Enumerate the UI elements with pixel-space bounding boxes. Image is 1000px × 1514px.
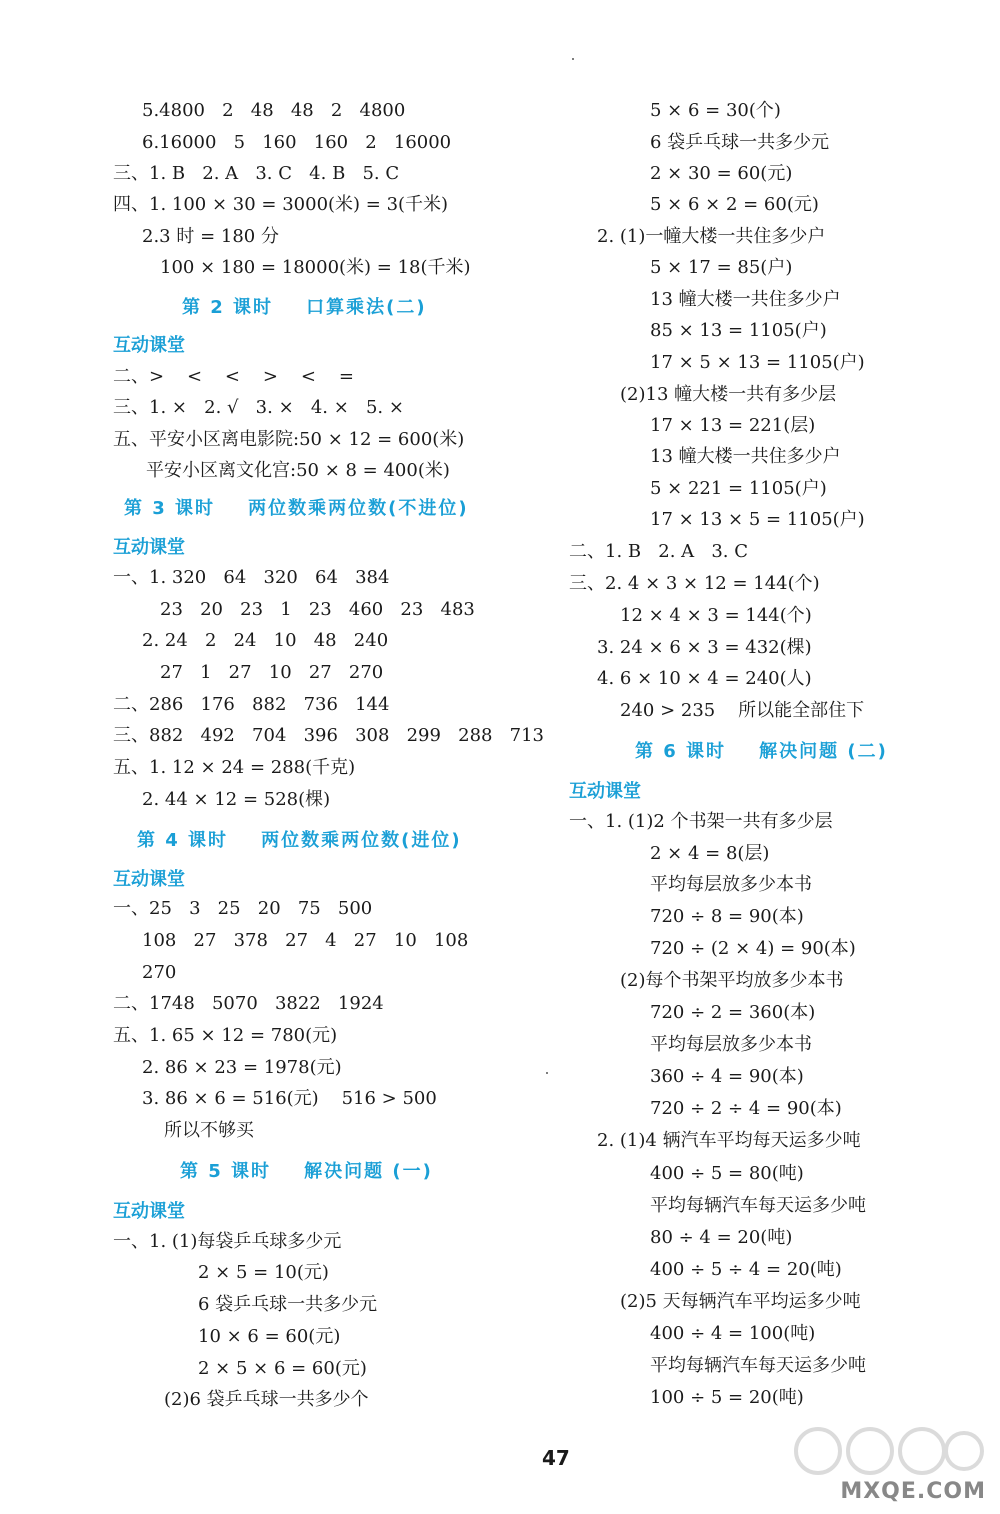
- answer-line: 2.3 时 = 180 分: [142, 226, 279, 247]
- answer-line: (2)每个书架平均放多少本书: [620, 970, 844, 991]
- answer-line: 2. 86 × 23 = 1978(元): [142, 1057, 342, 1078]
- answer-line: 平均每辆汽车每天运多少吨: [650, 1355, 866, 1376]
- section-heading: 第 2 课时 口算乘法(二): [182, 297, 427, 318]
- section-heading: 第 5 课时 解决问题 (一): [180, 1161, 433, 1182]
- answer-line: 一、25 3 25 20 75 500: [113, 898, 373, 919]
- answer-line: 平均每辆汽车每天运多少吨: [650, 1195, 866, 1216]
- answer-line: 6 袋乒乓球一共多少元: [650, 132, 830, 153]
- watermark-text: MXQE.COM: [840, 1479, 986, 1504]
- answer-line: 13 幢大楼一共住多少户: [650, 446, 841, 467]
- subsection-heading: 互动课堂: [113, 335, 185, 356]
- answer-line: 2 × 5 × 6 = 60(元): [198, 1358, 367, 1379]
- answer-line: 2 × 5 = 10(元): [198, 1262, 329, 1283]
- subsection-heading: 互动课堂: [113, 1201, 185, 1222]
- answer-line: (2)5 天每辆汽车平均运多少吨: [620, 1291, 861, 1312]
- answer-line: 三、1. B 2. A 3. C 4. B 5. C: [113, 163, 400, 184]
- answer-line: 一、1. (1)2 个书架一共有多少层: [569, 811, 833, 832]
- answer-line: 27 1 27 10 27 270: [160, 662, 384, 683]
- answer-line: 一、1. 320 64 320 64 384: [113, 567, 390, 588]
- answer-line: 五、1. 12 × 24 = 288(千克): [113, 757, 356, 778]
- answer-line: 10 × 6 = 60(元): [198, 1326, 341, 1347]
- answer-line: 2. 24 2 24 10 48 240: [142, 630, 389, 651]
- answer-line: 360 ÷ 4 = 90(本): [650, 1066, 804, 1087]
- answer-line: 所以不够买: [164, 1120, 254, 1141]
- speck-dot: [572, 58, 574, 60]
- answer-line: (2)13 幢大楼一共有多少层: [620, 384, 837, 405]
- answer-line: 二、1748 5070 3822 1924: [113, 993, 384, 1014]
- answer-line: 5 × 221 = 1105(户): [650, 478, 827, 499]
- answer-line: 2 × 4 = 8(层): [650, 843, 770, 864]
- answer-line: 720 ÷ 8 = 90(本): [650, 906, 804, 927]
- answer-line: 240 > 235 所以能全部住下: [620, 700, 865, 721]
- answer-line: 4. 6 × 10 × 4 = 240(人): [597, 668, 812, 689]
- section-heading: 第 6 课时 解决问题 (二): [635, 741, 888, 762]
- section-heading: 第 4 课时 两位数乘两位数(进位): [137, 830, 462, 851]
- answer-line: 85 × 13 = 1105(户): [650, 320, 827, 341]
- answer-line: 13 幢大楼一共住多少户: [650, 289, 841, 310]
- answer-line: 5 × 6 × 2 = 60(元): [650, 194, 819, 215]
- answer-line: 五、平安小区离电影院:50 × 12 = 600(米): [113, 429, 465, 450]
- answer-line: 17 × 5 × 13 = 1105(户): [650, 352, 865, 373]
- answer-line: 2 × 30 = 60(元): [650, 163, 793, 184]
- subsection-heading: 互动课堂: [113, 537, 185, 558]
- answer-line: 5 × 6 = 30(个): [650, 100, 781, 121]
- answer-line: 2. 44 × 12 = 528(棵): [142, 789, 331, 810]
- subsection-heading: 互动课堂: [113, 869, 185, 890]
- answer-line: 5 × 17 = 85(户): [650, 257, 793, 278]
- answer-line: 100 ÷ 5 = 20(吨): [650, 1387, 804, 1408]
- answer-line: 108 27 378 27 4 27 10 108: [142, 930, 469, 951]
- section-heading: 第 3 课时 两位数乘两位数(不进位): [124, 498, 469, 519]
- answer-line: 2. (1)一幢大楼一共住多少户: [597, 226, 826, 247]
- answer-line: 720 ÷ (2 × 4) = 90(本): [650, 938, 856, 959]
- answer-line: 三、1. × 2. √ 3. × 4. × 5. ×: [113, 397, 404, 418]
- speck-dot: [546, 1072, 548, 1074]
- answer-line: 平安小区离文化宫:50 × 8 = 400(米): [146, 460, 450, 481]
- answer-line: 三、882 492 704 396 308 299 288 713: [113, 725, 545, 746]
- answer-line: 四、1. 100 × 30 = 3000(米) = 3(千米): [113, 194, 449, 215]
- answer-line: 6 袋乒乓球一共多少元: [198, 1294, 378, 1315]
- answer-line: 二、> < < > < =: [113, 366, 354, 387]
- answer-line: 400 ÷ 5 ÷ 4 = 20(吨): [650, 1259, 842, 1280]
- answer-line: 平均每层放多少本书: [650, 1034, 812, 1055]
- answer-line: 五、1. 65 × 12 = 780(元): [113, 1025, 338, 1046]
- answer-line: 270: [142, 962, 177, 983]
- answer-line: 12 × 4 × 3 = 144(个): [620, 605, 812, 626]
- answer-line: (2)6 袋乒乓球一共多少个: [164, 1389, 369, 1410]
- answer-line: 23 20 23 1 23 460 23 483: [160, 599, 475, 620]
- answer-line: 720 ÷ 2 = 360(本): [650, 1002, 816, 1023]
- answer-line: 100 × 180 = 18000(米) = 18(千米): [160, 257, 471, 278]
- answer-line: 400 ÷ 5 = 80(吨): [650, 1163, 804, 1184]
- answer-line: 6.16000 5 160 160 2 16000: [142, 132, 452, 153]
- answer-line: 17 × 13 = 221(层): [650, 415, 816, 436]
- answer-line: 5.4800 2 48 48 2 4800: [142, 100, 406, 121]
- answer-line: 3. 24 × 6 × 3 = 432(棵): [597, 637, 812, 658]
- answer-line: 400 ÷ 4 = 100(吨): [650, 1323, 816, 1344]
- answer-line: 2. (1)4 辆汽车平均每天运多少吨: [597, 1130, 861, 1151]
- answer-line: 二、286 176 882 736 144: [113, 694, 390, 715]
- page-number: 47: [542, 1446, 570, 1470]
- answer-line: 720 ÷ 2 ÷ 4 = 90(本): [650, 1098, 842, 1119]
- answer-line: 一、1. (1)每袋乒乓球多少元: [113, 1231, 342, 1252]
- answer-line: 3. 86 × 6 = 516(元) 516 > 500: [142, 1088, 437, 1109]
- answer-line: 80 ÷ 4 = 20(吨): [650, 1227, 793, 1248]
- answer-line: 二、1. B 2. A 3. C: [569, 541, 749, 562]
- answer-line: 三、2. 4 × 3 × 12 = 144(个): [569, 573, 820, 594]
- answer-line: 17 × 13 × 5 = 1105(户): [650, 509, 865, 530]
- answer-line: 平均每层放多少本书: [650, 874, 812, 895]
- subsection-heading: 互动课堂: [569, 781, 641, 802]
